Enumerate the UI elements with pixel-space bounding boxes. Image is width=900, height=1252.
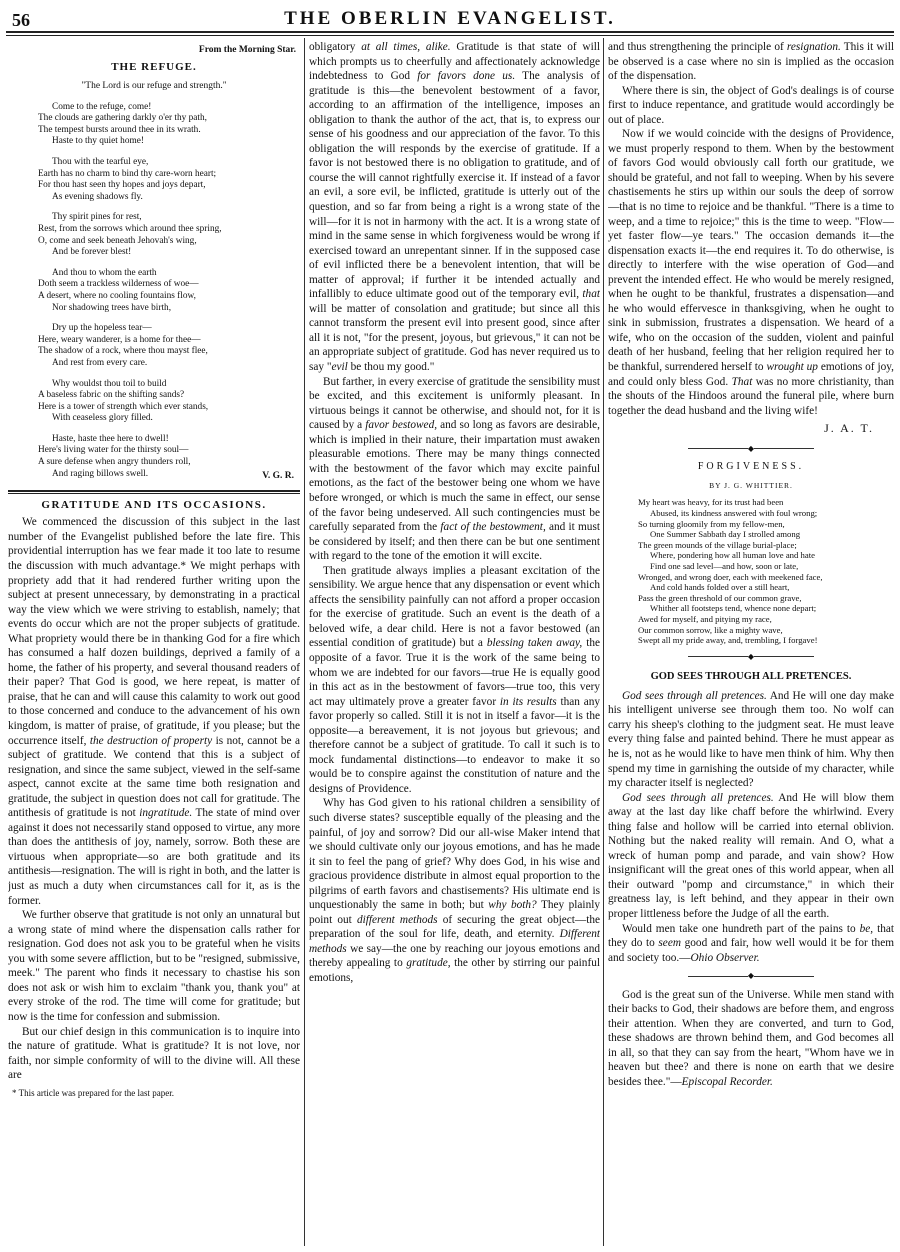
poem-stanza bbox=[8, 379, 300, 425]
article-paragraph: and thus strengthening the principle of resignation. This it will be observed is a case where no sin is implied as the occasion of the dispensation. bbox=[608, 41, 894, 83]
poem-line: Where, pondering how all human love and hate bbox=[650, 550, 816, 561]
page-number: 56 bbox=[12, 10, 30, 30]
poem-body bbox=[638, 497, 894, 645]
masthead-title: THE OBERLIN EVANGELIST. bbox=[284, 8, 616, 29]
poem-line: Come to the refuge, come! bbox=[52, 101, 152, 112]
poem-body bbox=[8, 102, 300, 481]
poem-line: Wronged, and wrong doer, each with meekened face, bbox=[638, 571, 823, 582]
poem-line: Haste, haste thee here to dwell! bbox=[52, 433, 169, 444]
article-paragraph: God sees through all pretences. And He will blow them away at the last day like chaff before the whirlwind. Every thing false and hollow will be carried into eternal oblivion. Nothing but the naked reality will remain. And O, what a wreck of human pomp and parade, and vain show? How insignificant will the great ones of this world appear, when all their outward "pomp and circumstance," in which their greatness lay, is left behind, and they appear in their own proper littleness before the Judge of all the earth. bbox=[608, 791, 894, 921]
poem-line: Thy spirit pines for rest, bbox=[52, 212, 142, 223]
column-divider bbox=[304, 38, 305, 1246]
poem-line: Thou with the tearful eye, bbox=[52, 157, 149, 168]
footnote: * This article was prepared for the last paper. bbox=[12, 1087, 175, 1098]
ornament-divider: ◆ bbox=[608, 650, 894, 665]
poem-line: Swept all my pride away, and, trembling, I forgave! bbox=[638, 635, 818, 646]
poem-line: Doth seem a trackless wilderness of woe— bbox=[38, 279, 199, 290]
page-header bbox=[6, 8, 894, 32]
poem-line: Dry up the hopeless tear— bbox=[52, 323, 152, 334]
poem-line: Abused, its kindness answered with foul wrong; bbox=[650, 508, 818, 518]
poem-line: Whither all footsteps tend, whence none depart; bbox=[650, 603, 817, 614]
poem-line: Here, weary wanderer, is a home for thee— bbox=[38, 334, 201, 345]
section-rule-thin bbox=[8, 493, 300, 494]
header-rule bbox=[6, 31, 894, 33]
article-paragraph: But farther, in every exercise of gratitude the sensibility must be excited, and this excitement is uniformly pleasant. In virtuous beings it cannot be otherwise, and should not, for it is caused by a favor bestowed, and so long as favors are desirable, which is implied in their nature, their impartation must awaken pleasurable emotions. There may be many things connected with the bestowment of the favor which may excite painful emotions, as the fact of the bestower being one whom we have before wronged, or which is much the same in effect, our sense of the favor being undeserved. All such contingencies must be carefully separated from the fact of the bestowment, and it must be considered by itself; and then there can be but one sentiment with regard to the tone of the emotion it will excite. bbox=[309, 375, 600, 563]
poem-epigraph: "The Lord is our refuge and strength." bbox=[81, 81, 227, 92]
column-1 bbox=[8, 40, 300, 1245]
poem-stanza bbox=[8, 212, 300, 258]
poem-source: From the Morning Star. bbox=[198, 45, 296, 55]
poem-line: Pass the green threshold of our common grave, bbox=[638, 592, 802, 603]
article-paragraph: We further observe that gratitude is not only an unnatural but a wrong state of mind where the dispensation calls rather for resignation. God does not ask you to be grateful when he visits you with some severe affliction, but to be "resigned, submissive, meek." The parent who finds it necessary to chastise his son does not ask or wish him to exclaim "thank you, thank you" at every stroke of the rod. The time will come for gratitude; but now is the time for confession and submission. bbox=[8, 909, 300, 1023]
article-paragraph: Would men take one hundreth part of the pains to be, that they do to seem good and fair, how well would it be for them and society too.—Ohio Observer. bbox=[608, 922, 894, 964]
poem-line: Nor shadowing trees have birth, bbox=[52, 302, 172, 313]
poem-line: O, come and seek beneath Jehovah's wing, bbox=[38, 235, 197, 246]
poem-line: One Summer Sabbath day I strolled among bbox=[650, 529, 801, 540]
article-paragraph: We commenced the discussion of this subject in the last number of the Evangelist published before the late fire. This providential interruption has we fear made it too late to resume the discussion with much advantage.* We might perhaps with propriety add that it had rendered further writing upon the subject at present unnecessary, by demonstrating in a practical way the view which we were striving to establish, namely; that events do occur which are not the proper subjects of gratitude. What propriety would there be in thanking God for a fire which has consumed a half dozen buildings, deprived a family of a home, the father of his property, and several thousand readers of their paper? That God is good, we here repeat, is matter of praise, that he can and will cause this calamity to work out good to those concerned and conduce to the advancement of his own kingdom, is matter of praise, of gratitude, if you please; but the occurrence itself, the destruction of property is not, cannot be a subject of gratitude. We contend that this is a subject of resignation, and since the same subject, viewed in the self-same aspect, cannot excite at the same time both resignation and gratitude, the subject in question does not call for gratitude. The antithesis of gratitude is not ingratitude. The state of mind over against it does not necessarily stand opposed to virtue, any more than does the antithesis of joy, namely, sorrow. Both these are virtuous when appropriate—so are both gratitude and its antithesis—resignation. The will is right in both, and the latter is just as much a duty when circumstances call for it, as is the former. bbox=[8, 516, 300, 907]
poem-line: Here's living water for the thirsty soul— bbox=[38, 445, 189, 456]
poem-line: Our common sorrow, like a mighty wave, bbox=[638, 624, 783, 635]
poem-line: And rest from every care. bbox=[52, 357, 148, 368]
column-divider bbox=[603, 38, 604, 1246]
poem-line: A baseless fabric on the shifting sands? bbox=[38, 390, 185, 401]
article-paragraph: Now if we would coincide with the designs of Providence, we must properly respond to them. When by the bestowment of favors God would obviously call forth our gratitude, we should be grateful, and not fall to weeping. When by his severe chastisements he stirs up within our souls the deep of sorrow—that is no time to rejoice and be thankful. "There is a time to weep, and a time to rejoice;" this is the time to weep. "Flow—yet faster flow—ye tears." The occasion demands it—the dispensation exacts it—the end requires it. To do otherwise, is directly to interfere with the wise operation of God—and prevent the intended effect. He who would be merely resigned, when he ought to be thankful, frustrates a dispensation—and he who would effervesce in thanksgiving, when he ought to sink in submission, frustrates a dispensation. We heard of a wife, who on the occasion of the sudden, violent and painful death of her husband, feeling that her religion required her to be thankful, surrendered herself to wrought up emotions of joy, and could only bless God. That was no more christianity, than the shouts of the Hindoos around the funeral pile, where burn together the dead husband and the living wife! bbox=[608, 128, 894, 417]
header-rule-thin bbox=[6, 35, 894, 36]
poem-line: For thou hast seen thy hopes and joys depart, bbox=[38, 180, 206, 191]
article-paragraph: God sees through all pretences. And He will one day make his intelligent universe see through them too. No wolf can carry his sheep's clothing to the judgment seat. He must leave every thing false and painted behind. There he must appear as he is, not as he would like to have men think of him. Why then spend my time in garnishing the outside of my character, while my character itself is neglected? bbox=[608, 689, 894, 790]
poem-line: My heart was heavy, for its trust had been bbox=[638, 497, 784, 508]
poem-byline: BY J. G. WHITTIER. bbox=[709, 480, 793, 490]
poem-stanza bbox=[8, 157, 300, 203]
poem-line: The clouds are gathering darkly o'er thy path, bbox=[38, 113, 207, 124]
article-paragraph: Why has God given to his rational children a sensibility of such diverse states? susceptible equally of the pleasing and the painful, of joy and sorrow? Did our all-wise Maker intend that we should cultivate only our joyous emotions, and has he made it sin to feel the pang of grief? Why does God, in his wise and gracious providence distribute in almost equal proportion to the pilgrims of earth favors and chastisements? His ultimate end is unquestionably the same in both; but why both? They plainly point out different methods of securing the great object—the preparation of the soul for life, death, and eternity. Different methods we say—the one by reaching our joyous emotions and thereby appealing to gratitude, the other by stirring our painful emotions, bbox=[309, 797, 600, 984]
poem-line: The tempest bursts around thee in its wrath. bbox=[38, 124, 201, 135]
column-2 bbox=[309, 40, 600, 1245]
poem-line: So turning gloomily from my fellow-men, bbox=[638, 518, 785, 529]
ornament-divider: ◆ bbox=[608, 442, 894, 457]
poem-stanza bbox=[8, 268, 300, 314]
poem-line: A desert, where no cooling fountains flow, bbox=[38, 290, 196, 301]
poem-stanza bbox=[8, 323, 300, 369]
poem-signature: V. G. R. bbox=[262, 471, 294, 482]
poem-line: Awed for myself, and pitying my race, bbox=[638, 613, 772, 624]
poem-title: THE REFUGE. bbox=[111, 60, 197, 73]
poem-line: And raging billows swell. bbox=[52, 468, 149, 479]
poem-line: A sure defense when angry thunders roll, bbox=[38, 457, 191, 468]
poem-line: Here is a tower of strength which ever stands, bbox=[38, 401, 209, 412]
poem-line: The green mounds of the village burial-place; bbox=[638, 539, 797, 550]
article-paragraph: obligatory at all times, alike. Gratitude is that state of will which prompts us to cheerfully and affectionately acknowledge indebtedness to God for favors done us. The analysis of gratitude is this—the benevolent bestowment of a favor, according to an affirmation of the intelligence, imposes an obligation to thank the author of the act, that is, to express our sense of his goodness and our appreciation of the favor. To this obligation the will responds by the exercise of gratitude. If a favor is not bestowed there is no obligation to gratitude, and of course the will cannot rightfully exercise it. If instead of a favor an evil, a sore evil, be inflicted, gratitude is utterly out of the question, and so far from being a right is a wrong state of the will—for it is not in harmony with the act. It is a wrong state of mind in the same sense in which forgiveness would be wrong if exercised toward an unrepentant sinner. If in the supposed case of evil inflicted there be a benevolent intention, that will be matter of approval; if further it be intended actually and infallibly to educe ultimate good out of the temporary evil, that will be matter of consolation and gratitude; but since all this cannot transform the present evil into present good, since after all it is not, "for the present, joyous, but grievous," it can not be an appropriate subject of gratitude. God has never required us to say "evil be thou my good." bbox=[309, 41, 600, 374]
poem-line: Rest, from the sorrows which around thee spring, bbox=[38, 223, 222, 234]
article-paragraph: Where there is sin, the object of God's dealings is of course first to induce repentance, and gratitude would accordingly be out of place. bbox=[608, 84, 894, 126]
poem-title: FORGIVENESS. bbox=[697, 461, 805, 473]
column-3 bbox=[608, 40, 894, 1245]
section-rule bbox=[8, 490, 300, 492]
article-paragraph: Then gratitude always implies a pleasant excitation of the sensibility. We argue hence that any dispensation or event which affects the sensibility painfully can not afford a proper occasion for the exercise of gratitude. Such an event is the death of a beloved wife, a dear child. Here is not a favor bestowed (an essential condition of gratitude) but a blessing taken away, the opposite of a favor. True it is the work of the same being to whom we are indebted for our favors—true He is equally good in this act as in the bestowment of favors—true too, this very act may ultimately prove a greater favor in its results than any favor properly so called. Still it is not in itself a favor—it is the opposite—a bereavement, it is not joyous but grievous; and therefore cannot be a subject of gratitude. To call it such is to mock fundamental distinctions—to endeavor to make it so would be to conspire against the constitution of nature and the designs of Providence. bbox=[309, 564, 600, 795]
poem-line: The shadow of a rock, where thou mayst flee, bbox=[38, 346, 208, 357]
poem-line: And cold hands folded over a still heart, bbox=[650, 582, 790, 593]
article-signature: J. A. T. bbox=[824, 421, 874, 436]
poem-stanza bbox=[8, 102, 300, 148]
poem-line: Haste to thy quiet home! bbox=[52, 136, 144, 147]
poem-line: And be forever blest! bbox=[52, 247, 132, 258]
article-paragraph: But our chief design in this communication is to inquire into the nature of gratitude. What is gratitude? It is not love, nor faith, nor simple conformity of will to the divine will. All these are bbox=[8, 1025, 300, 1082]
article-paragraph: God is the great sun of the Universe. While men stand with their backs to God, their shadows are before them, and engross their attention. When they are converted, and turn to God, these shadows are thrown behind them, and God becomes all in all, so that they can say from the heart, "Whom have we in heaven but thee? and there is none on earth that we desire besides thee."—Episcopal Recorder. bbox=[608, 988, 894, 1089]
ornament-divider: ◆ bbox=[608, 969, 894, 984]
poem-line: Earth has no charm to bind thy care-worn heart; bbox=[38, 168, 217, 179]
article-title: GOD SEES THROUGH ALL PRETENCES. bbox=[650, 671, 852, 683]
poem-line: As evening shadows fly. bbox=[52, 191, 143, 202]
poem-line: Why wouldst thou toil to build bbox=[52, 378, 167, 389]
poem-line: With ceaseless glory filled. bbox=[52, 413, 153, 424]
poem-line: And thou to whom the earth bbox=[52, 267, 157, 278]
article-title: GRATITUDE AND ITS OCCASIONS. bbox=[41, 498, 267, 511]
poem-line: Find one sad level—and how, soon or late, bbox=[650, 560, 799, 571]
